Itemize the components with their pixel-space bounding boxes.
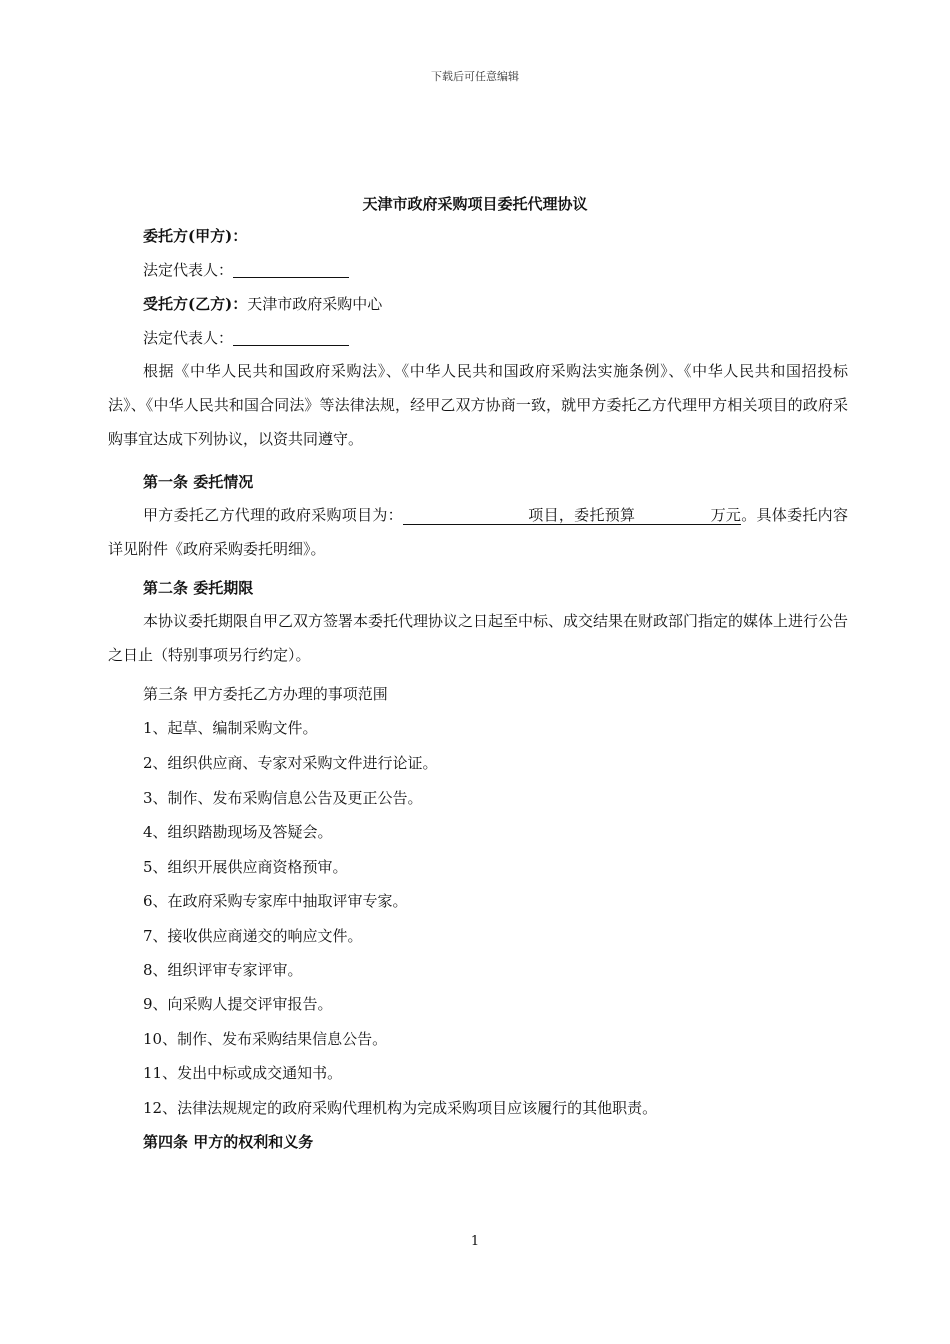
project-name-field [403, 506, 741, 525]
party-a-line [143, 225, 848, 246]
list-item: 8、组织评审专家评审。 [143, 961, 303, 979]
list-item: 11、发出中标或成交通知书。 [143, 1064, 343, 1082]
list-item: 2、组织供应商、专家对采购文件进行论证。 [143, 754, 438, 772]
page-header: 下载后可任意编辑 [431, 70, 519, 83]
article-4-heading: 第四条 甲方的权利和义务 [143, 1133, 314, 1151]
list-item: 10、制作、发布采购结果信息公告。 [143, 1030, 388, 1048]
party-a-label: 委托方(甲方)： [143, 227, 248, 245]
article-1-text-after: 。具体委托内容详见附件《政府采购委托明细》。 [108, 506, 848, 558]
party-b-line [143, 293, 848, 314]
article-1-text-before: 甲方委托乙方代理的政府采购项目为： [143, 506, 403, 524]
article-1-paragraph [108, 498, 848, 566]
list-item: 1、起草、编制采购文件。 [143, 719, 318, 737]
party-b-label: 受托方(乙方)： [143, 295, 248, 313]
list-item: 12、法律法规规定的政府采购代理机构为完成采购项目应该履行的其他职责。 [143, 1099, 658, 1117]
article-2-paragraph: 本协议委托期限自甲乙双方签署本委托代理协议之日起至中标、成交结果在财政部门指定的媒体上进行公告之日止（特别事项另行约定）。 [108, 612, 849, 664]
rep-b-line [143, 327, 848, 348]
rep-a-blank [233, 261, 349, 278]
party-b-value: 天津市政府采购中心 [247, 295, 383, 313]
rep-b-blank [233, 329, 349, 346]
rep-a-label: 法定代表人： [143, 261, 234, 279]
list-item: 7、接收供应商递交的响应文件。 [143, 927, 363, 945]
list-item: 9、向采购人提交评审报告。 [143, 995, 333, 1013]
article-1-heading: 第一条 委托情况 [143, 473, 254, 491]
budget-unit: 万元 [710, 506, 742, 524]
list-item: 4、组织踏勘现场及答疑会。 [143, 823, 333, 841]
list-item: 3、制作、发布采购信息公告及更正公告。 [143, 789, 423, 807]
article-3-heading: 第三条 甲方委托乙方办理的事项范围 [143, 685, 388, 703]
rep-b-label: 法定代表人： [143, 329, 234, 347]
document-title: 天津市政府采购项目委托代理协议 [362, 195, 588, 213]
list-item: 5、组织开展供应商资格预审。 [143, 858, 348, 876]
rep-a-line [143, 259, 848, 280]
article-2-heading: 第二条 委托期限 [143, 579, 254, 597]
item-suffix: 项目，委托预算 [527, 506, 636, 524]
intro-paragraph: 根据《中华人民共和国政府采购法》、《中华人民共和国政府采购法实施条例》、《中华人民共和国招投标法》、《中华人民共和国合同法》等法律法规，经甲乙双方协商一致，就甲方委托乙方代理甲方相关项目的政府采购事宜达成下列协议，以资共同遵守。 [108, 362, 848, 448]
list-item: 6、在政府采购专家库中抽取评审专家。 [143, 892, 408, 910]
page-number: 1 [470, 1234, 480, 1249]
